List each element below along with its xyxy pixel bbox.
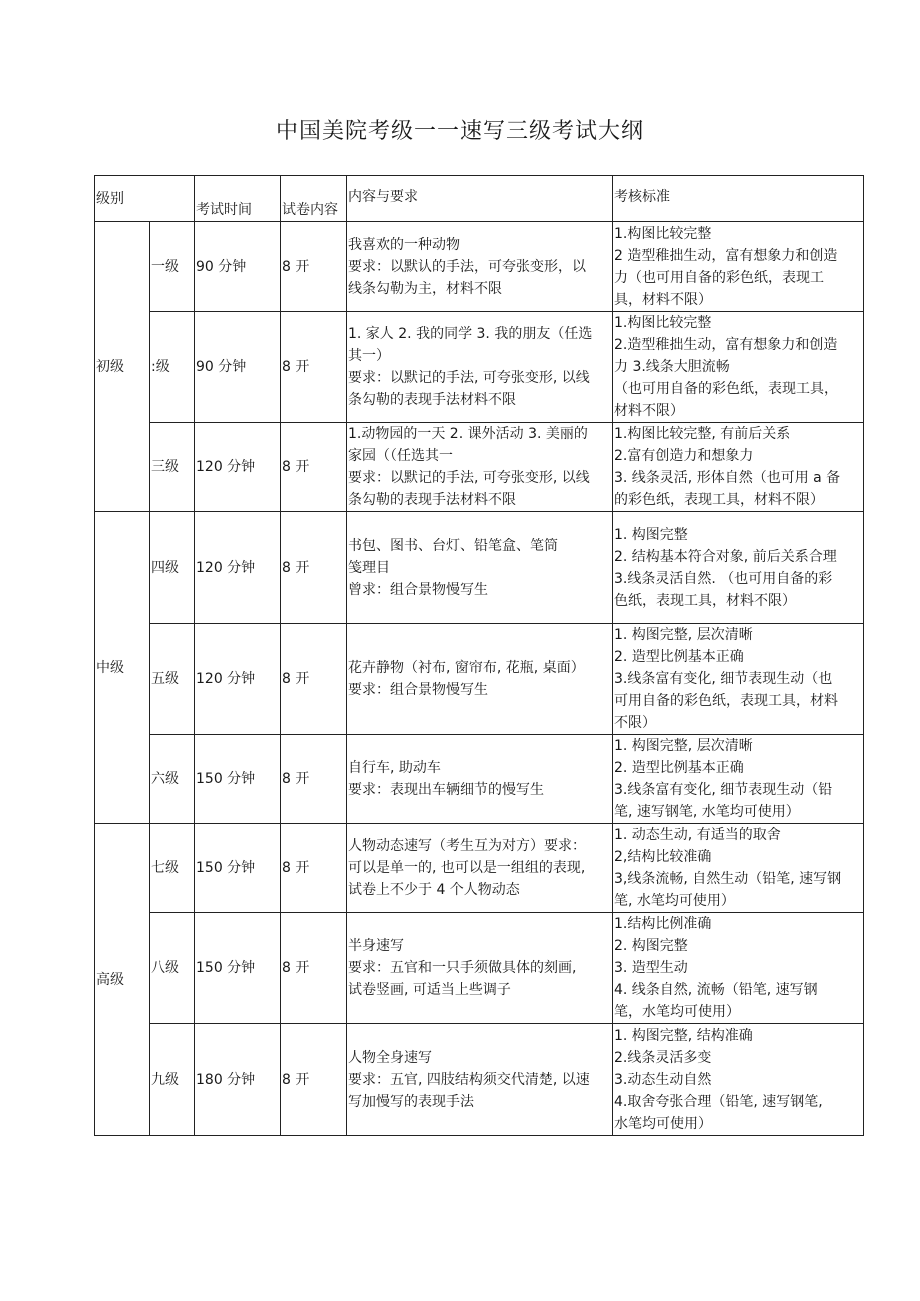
header-level: 级别 [95,176,195,222]
paper-size: 8 开 [281,1024,347,1136]
grade-row [95,512,864,624]
grade-row [95,824,864,913]
assessment-criteria [613,222,864,312]
criteria-line: 材料不限） [614,403,684,419]
grade-row [95,423,864,512]
grade-row [95,735,864,824]
header-time: 考试时间 [195,176,281,222]
grade-row [95,312,864,423]
criteria-line: 3. 造型生动 [614,960,688,976]
content-line: 人物全身速写 [348,1049,432,1066]
header-criteria: 考核标准 [613,176,864,222]
grade-label: 七级 [150,824,195,913]
grade-label: 一级 [150,222,195,312]
content-requirements [347,824,613,913]
criteria-line: 4. 线条自然, 流畅（铅笔, 速写钢 [614,982,818,998]
grade-row [95,1024,864,1136]
content-requirements [347,423,613,512]
paper-size: 8 开 [281,312,347,423]
assessment-criteria [613,735,864,824]
criteria-line: 3. 线条灵活, 形体自然（也可用 a 备 [614,470,841,486]
exam-time: 150 分钟 [195,824,281,913]
assessment-criteria [613,1024,864,1136]
assessment-criteria [613,423,864,512]
assessment-criteria [613,312,864,423]
criteria-line: 可用自备的彩色纸，表现工具，材料 [614,693,838,709]
criteria-line: 2.造型稚拙生动，富有想象力和创造 [614,337,838,353]
criteria-line: 笔, 速写钢笔, 水笔均可使用） [614,804,800,820]
criteria-line: 的彩色纸，表现工具，材料不限） [614,492,824,508]
content-line: 要求：五官和一只手须做具体的刻画, [348,960,577,976]
content-requirements [347,312,613,423]
content-line: 可以是单一的, 也可以是一组组的表现, [348,860,586,876]
criteria-line: 水笔均可使用） [614,1115,712,1132]
paper-size: 8 开 [281,222,347,312]
content-line: 写加慢写的表现手法 [348,1093,474,1110]
criteria-line: 3.线条灵活自然. （也可用自备的彩 [614,570,833,587]
grade-label: 六级 [150,735,195,824]
criteria-line: 3.动态生动自然 [614,1071,712,1088]
content-requirements [347,735,613,824]
exam-time: 90 分钟 [195,312,281,423]
content-line: 试卷竖画, 可适当上些调子 [348,982,511,998]
assessment-criteria [613,824,864,913]
exam-time: 120 分钟 [195,512,281,624]
criteria-line: 笔，水笔均可使用） [614,1004,740,1020]
paper-size: 8 开 [281,735,347,824]
paper-size: 8 开 [281,423,347,512]
paper-size: 8 开 [281,624,347,735]
criteria-line: 具，材料不限） [614,291,712,308]
content-requirements [347,222,613,312]
exam-time: 180 分钟 [195,1024,281,1136]
tier-label: 高级 [95,824,150,1136]
content-line: 条勾勒的表现手法材料不限 [348,492,516,508]
content-line: 书包、图书、台灯、铅笔盒、笔筒 [348,537,558,554]
exam-time: 120 分钟 [195,423,281,512]
criteria-line: 1.构图比较完整 [614,225,712,242]
criteria-line: 1. 构图完整, 层次清晰 [614,738,753,754]
criteria-line: 4.取舍夸张合理（铅笔, 速写钢笔, [614,1093,823,1110]
content-line: 自行车, 助动车 [348,760,441,776]
content-line: 半身速写 [348,938,404,954]
criteria-line: 2.线条灵活多变 [614,1049,712,1066]
content-requirements [347,913,613,1024]
content-line: 1. 家人 2. 我的同学 3. 我的朋友（任选 [348,326,593,342]
criteria-line: 2. 造型比例基本正确 [614,760,744,776]
criteria-line: 3,线条流畅, 自然生动（铅笔, 速写钢 [614,871,842,887]
criteria-line: 2. 构图完整 [614,938,688,954]
grade-label: 四级 [150,512,195,624]
content-line: 1.动物园的一天 2. 课外活动 3. 美丽的 [348,426,588,442]
tier-label: 初级 [95,222,150,512]
content-line: 笺理目 [348,559,390,576]
tier-label: 中级 [95,512,150,824]
content-line: 要求：表现出车辆细节的慢写生 [348,782,544,798]
criteria-line: 1. 动态生动, 有适当的取舍 [614,827,781,843]
criteria-line: 笔, 水笔均可使用） [614,893,735,909]
content-line: 要求：以默记的手法, 可夸张变形, 以线 [348,370,590,386]
content-line: 其一） [348,348,390,364]
content-line: 试卷上不少于 4 个人物动态 [348,882,520,898]
criteria-line: 2. 造型比例基本正确 [614,649,744,665]
criteria-line: 1. 构图完整, 层次清晰 [614,627,753,643]
content-line: 花卉静物（衬布, 窗帘布, 花瓶, 桌面） [348,660,585,676]
content-line: 条勾勒的表现手法材料不限 [348,392,516,408]
grade-label: :级 [150,312,195,423]
assessment-criteria [613,512,864,624]
criteria-line: 2.富有创造力和想象力 [614,448,754,464]
criteria-line: 不限） [614,715,656,731]
content-line: 曾求：组合景物慢写生 [348,581,488,598]
criteria-line: （也可用自备的彩色纸，表现工具， [614,381,838,397]
criteria-line: 1.构图比较完整, 有前后关系 [614,426,791,442]
criteria-line: 力（也可用自备的彩色纸，表现工 [614,269,824,286]
criteria-line: 2 造型稚拙生动，富有想象力和创造 [614,247,838,264]
exam-time: 90 分钟 [195,222,281,312]
criteria-line: 1. 构图完整, 结构准确 [614,1027,753,1044]
content-line: 要求：以默认的手法，可夸张变形，以 [348,258,586,275]
criteria-line: 3.线条富有变化, 细节表现生动（铅 [614,782,833,798]
exam-time: 150 分钟 [195,913,281,1024]
grade-row [95,624,864,735]
content-line: 线条勾勒为主，材料不限 [348,280,502,297]
criteria-line: 2,结构比较准确 [614,849,712,865]
syllabus-table [94,175,864,1136]
grade-row [95,913,864,1024]
assessment-criteria [613,913,864,1024]
content-line: 要求：以默记的手法, 可夸张变形, 以线 [348,470,590,486]
criteria-line: 1.结构比例准确 [614,916,712,932]
exam-time: 150 分钟 [195,735,281,824]
content-requirements [347,512,613,624]
criteria-line: 1. 构图完整 [614,526,688,543]
grade-label: 八级 [150,913,195,1024]
header-paper: 试卷内容 [281,176,347,222]
paper-size: 8 开 [281,824,347,913]
header-row [95,176,864,222]
content-line: 家园（（任选其一 [348,448,453,464]
content-line: 人物动态速写（考生互为对方）要求： [348,838,586,854]
header-content: 内容与要求 [347,176,613,222]
grade-label: 九级 [150,1024,195,1136]
grade-row [95,222,864,312]
grade-label: 三级 [150,423,195,512]
criteria-line: 2. 结构基本符合对象, 前后关系合理 [614,548,837,565]
content-line: 要求：组合景物慢写生 [348,682,488,698]
content-requirements [347,1024,613,1136]
content-line: 要求：五官, 四肢结构须交代清楚, 以速 [348,1071,590,1088]
criteria-line: 力 3.线条大胆流畅 [614,359,730,375]
criteria-line: 1.构图比较完整 [614,315,712,331]
paper-size: 8 开 [281,913,347,1024]
criteria-line: 色纸，表现工具，材料不限） [614,592,796,609]
content-requirements [347,624,613,735]
grade-label: 五级 [150,624,195,735]
exam-time: 120 分钟 [195,624,281,735]
content-line: 我喜欢的一种动物 [348,236,460,253]
document-title: 中国美院考级一一速写三级考试大纲 [275,119,644,144]
criteria-line: 3.线条富有变化, 细节表现生动（也 [614,671,833,687]
paper-size: 8 开 [281,512,347,624]
assessment-criteria [613,624,864,735]
